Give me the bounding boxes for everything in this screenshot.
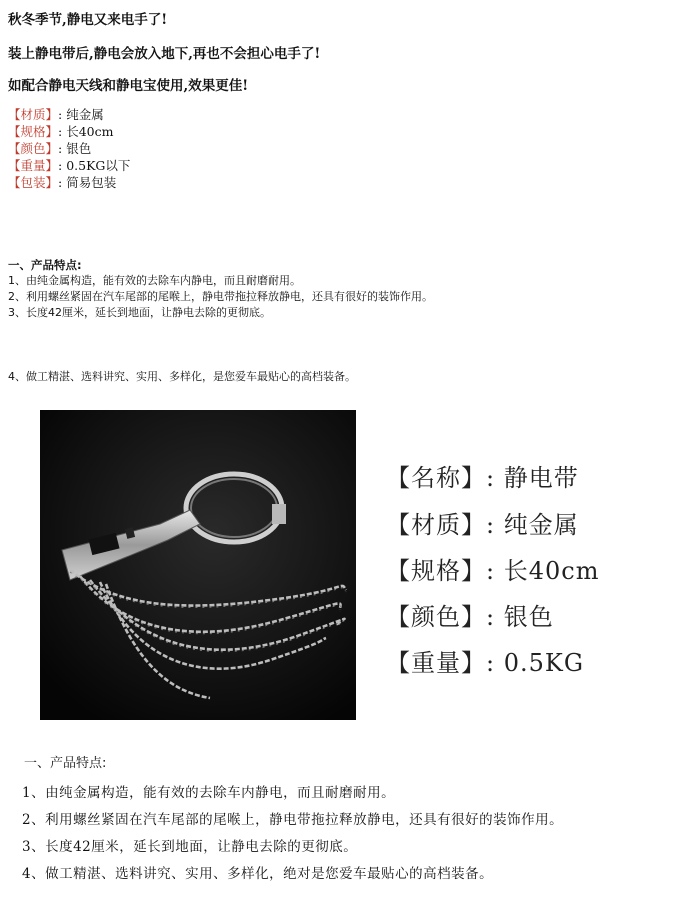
spec-large-size — [386, 551, 599, 586]
spec-value: 长40cm — [66, 124, 114, 139]
feature-item-4-small: 4、做工精湛、选料讲究、实用、多样化，是您爱车最贴心的高档装备。 — [8, 370, 356, 383]
spec-row-color — [8, 140, 130, 157]
spec-large-material — [386, 505, 579, 540]
feature-item: 1、由纯金属构造，能有效的去除车内静电，而且耐磨耐用。 — [22, 785, 396, 801]
spec-value: 静电带 — [503, 464, 579, 492]
spec-value: 0.5KG以下 — [66, 158, 131, 173]
spec-sep: : — [486, 603, 496, 631]
spec-value: 银色 — [66, 141, 92, 156]
feature-item: 2、利用螺丝紧固在汽车尾部的尾喉上，静电带拖拉释放静电，还具有很好的装饰作用。 — [8, 290, 433, 303]
spec-value: 简易包装 — [66, 175, 117, 190]
spec-label: 【材质】 — [8, 107, 59, 122]
spec-value: 0.5KG — [503, 649, 585, 677]
spec-sep: : — [58, 175, 63, 190]
spec-sep: : — [58, 158, 63, 173]
feature-item: 2、利用螺丝紧固在汽车尾部的尾喉上，静电带拖拉释放静电，还具有很好的装饰作用。 — [22, 812, 564, 828]
static-strap-illustration — [40, 410, 356, 720]
spec-value: 纯金属 — [503, 511, 579, 539]
spec-sep: : — [486, 557, 496, 585]
spec-sep: : — [58, 141, 63, 156]
spec-value: 银色 — [503, 603, 554, 631]
feature-item: 1、由纯金属构造，能有效的去除车内静电，而且耐磨耐用。 — [8, 274, 301, 287]
features-heading-large: 一、产品特点: — [24, 756, 107, 771]
product-photo — [40, 410, 356, 720]
spec-label: 【颜色】 — [386, 603, 486, 631]
spec-sep: : — [486, 464, 496, 492]
intro-line-2: 装上静电带后,静电会放入地下,再也不会担心电手了! — [8, 46, 321, 62]
spec-list-small — [8, 106, 130, 191]
spec-row-packaging — [8, 174, 130, 191]
feature-item: 3、长度42厘米，延长到地面，让静电去除的更彻底。 — [22, 839, 358, 855]
spec-label: 【颜色】 — [8, 141, 59, 156]
intro-line-1: 秋冬季节,静电又来电手了! — [8, 12, 168, 28]
spec-sep: : — [58, 107, 63, 122]
spec-label: 【规格】 — [386, 557, 486, 585]
spec-large-weight — [386, 643, 584, 678]
spec-value: 长40cm — [503, 557, 600, 585]
spec-label: 【重量】 — [8, 158, 59, 173]
spec-label: 【包装】 — [8, 175, 59, 190]
spec-large-name — [386, 458, 579, 493]
spec-label: 【名称】 — [386, 464, 486, 492]
spec-value: 纯金属 — [66, 107, 104, 122]
feature-item: 3、长度42厘米，延长到地面，让静电去除的更彻底。 — [8, 306, 271, 319]
spec-large-color — [386, 597, 554, 632]
features-heading-small: 一、产品特点: — [8, 258, 82, 272]
intro-line-3: 如配合静电天线和静电宝使用,效果更佳! — [8, 78, 249, 94]
spec-sep: : — [486, 511, 496, 539]
spec-sep: : — [486, 649, 496, 677]
spec-sep: : — [58, 124, 63, 139]
feature-item: 4、做工精湛、选料讲究、实用、多样化，绝对是您爱车最贴心的高档装备。 — [22, 866, 494, 882]
features-list-small — [8, 273, 433, 321]
spec-label: 【材质】 — [386, 511, 486, 539]
spec-row-size — [8, 123, 130, 140]
spec-label: 【重量】 — [386, 649, 486, 677]
spec-row-material — [8, 106, 130, 123]
spec-label: 【规格】 — [8, 124, 59, 139]
spec-row-weight — [8, 157, 130, 174]
